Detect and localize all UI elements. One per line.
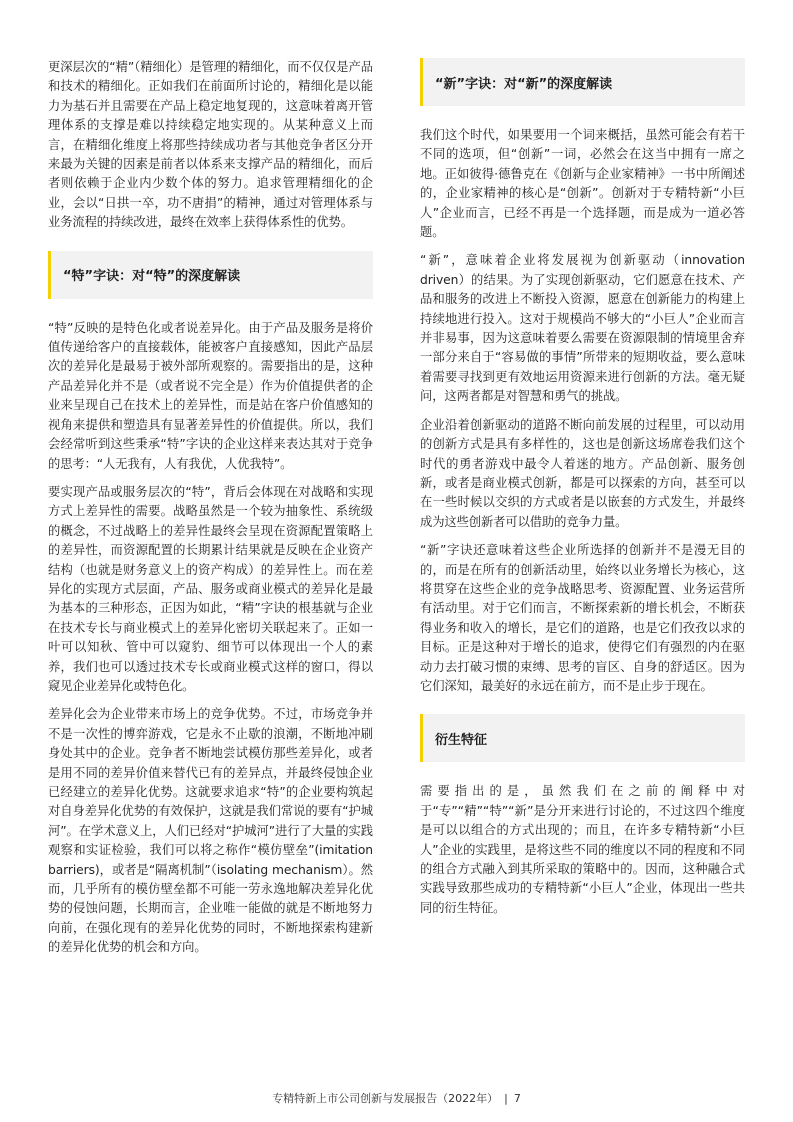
page-footer — [0, 1090, 793, 1106]
left-column — [48, 58, 373, 967]
page-number: 7 — [513, 1092, 521, 1105]
section-heading-te — [48, 251, 373, 299]
right-column — [420, 58, 745, 927]
paragraph-xin-era: 我们这个时代，如果要用一个词来概括，虽然可能会有若干不同的选项，但“创新”一词，必然会在这当中拥有一席之地。正如彼得·德鲁克在《创新与企业家精神》一书中所阐述的，企业家精神的核心是“创新”。创新对于专精特新“小巨人”企业而言，已经不再是一个选择题，而是成为一道必答题。 — [420, 128, 745, 240]
paragraph-xin-growth: “新”字诀还意味着这些企业所选择的创新并不是漫无目的的，而是在所有的创新活动里，始终以业务增长为核心，这将贯穿在这些企业的竞争战略思考、资源配置、业务运营所有活动里。对于它们而言，不断探索新的增长机会，不断获得业务和收入的增长，是它们的道路，也是它们孜孜以求的目标。正是这种对于增长的追求，使得它们有强烈的内在驱动力去打破习惯的束缚、思考的盲区、自身的舒适区。因为它们深知，最美好的永远在前方，而不是止步于现在。 — [420, 543, 745, 693]
section-heading-te-label: “特”字诀：对“特”的深度解读 — [63, 269, 241, 285]
paragraph-xin-innovation-methods: 企业沿着创新驱动的道路不断向前发展的过程里，可以动用的创新方式是具有多样性的，这也是创新这场席卷我们这个时代的勇者游戏中最令人着迷的地方。产品创新、服务创新，或者是商业模式创新，都是可以探索的方向，甚至可以在一些时候以交织的方式或者是以嵌套的方式发生，并最终成为这些创新者可以借助的竞争力量。 — [420, 417, 745, 529]
footer-report-title: 专精特新上市公司创新与发展报告（2022年） — [272, 1092, 499, 1105]
footer-separator: | — [504, 1092, 508, 1105]
section-heading-derived-label: 衍生特征 — [435, 732, 488, 748]
section-heading-derived — [420, 714, 745, 762]
paragraph-xin-innovation-driven: “新”，意味着企业将发展视为创新驱动（innovation driven）的结果。为了实现创新驱动，它们愿意在技术、产品和服务的改进上不断投入资源，愿意在创新能力的构建上持续地进行投入。这对于规模尚不够大的“小巨人”企业而言并非易事，因为这意味着要么需要在资源限制的情境里舍弃一部分来自于“容易做的事情”所带来的短期收益，要么意味着需要寻找到更有效地运用资源来进行创新的方法。毫无疑问，这两者都是对智慧和勇气的挑战。 — [420, 253, 745, 404]
paragraph-management-refinement: 更深层次的“精”（精细化）是管理的精细化，而不仅仅是产品和技术的精细化。正如我们在前面所讨论的，精细化是以能力为基石并且需要在产品上稳定地复现的，这意味着离开管理体系的支撑是难以持续稳定地实现的。从某种意义上而言，在精细化维度上将那些持续成功者与其他竞争者区分开来最为关键的因素是前者以体系来支撑产品的精细化，而后者则依赖于企业内少数个体的努力。追求管理精细化的企业，会以“日拱一卒，功不唐捐”的精神，通过对管理体系与业务流程的持续改进，最终在效率上获得体系性的优势。 — [48, 60, 373, 230]
paragraph-derived-features: 需要指出的是，虽然我们在之前的阐释中对于“专”“精”“特”“新”是分开来进行讨论的，不过这四个维度是可以以组合的方式出现的；而且，在许多专精特新“小巨人”企业的实践里，是将这些不同的维度以不同的程度和不同的组合方式融入到其所采取的策略中的。因而，这种融合式实践导致那些成功的专精特新“小巨人”企业，体现出一些共同的衍生特征。 — [420, 784, 745, 915]
section-heading-xin — [420, 58, 745, 106]
paragraph-te-definition: “特”反映的是特色化或者说差异化。由于产品及服务是将价值传递给客户的直接载体，能被客户直接感知，因此产品层次的差异化是最易于被外部所观察的。需要指出的是，这种产品差异化并不是（或者说不完全是）作为价值提供者的企业来呈现自己在技术上的差异性，而是站在客户价值感知的视角来提供和塑造具有显著差异性的价值提供。所以，我们会经常听到这些秉承“特”字诀的企业这样来表达其对于竞争的思考：“人无我有，人有我优，人优我特”。 — [48, 320, 373, 471]
paragraph-te-strategy: 要实现产品或服务层次的“特”，背后会体现在对战略和实现方式上差异性的需要。战略虽然是一个较为抽象性、系统级的概念，不过战略上的差异性最终会呈现在资源配置策略上的差异性，而资源配置的长期累计结果就是反映在企业资产结构（也就是财务意义上的资产构成）的差异性上。而在差异化的实现方式层面，产品、服务或商业模式的差异化是最为基本的三种形态，正因为如此，“精”字诀的根基就与企业在技术专长与商业模式上的差异化密切关联起来了。正如一叶可以知秋、管中可以窥豹、细节可以体现出一个人的素养，我们也可以透过技术专长或商业模式这样的窗口，得以窥见企业差异化或特色化。 — [48, 484, 373, 693]
section-heading-xin-label: “新”字诀：对“新”的深度解读 — [435, 76, 613, 92]
paragraph-te-moat: 差异化会为企业带来市场上的竞争优势。不过，市场竞争并不是一次性的博弈游戏，它是永不止歇的浪潮，不断地冲刷身处其中的企业。竞争者不断地尝试模仿那些差异化，或者是用不同的差异价值来替代已有的差异点，并最终侵蚀企业已经建立的差异化优势。这就要求追求“特”的企业要构筑起对自身差异化优势的有效保护，这就是我们常说的要有“护城河”。在学术意义上，人们已经对“护城河”进行了大量的实践观察和实证检验，我们可以将之称作“模仿壁垒”(imitation barriers)，或者是“隔离机制”（isolating mechanism）。然而，几乎所有的模仿壁垒都不可能一劳永逸地解决差异化优势的侵蚀问题，长期而言，企业唯一能做的就是不断地努力向前，在强化现有的差异化优势的同时，不断地探索构建新的差异化优势的机会和方向。 — [48, 707, 373, 955]
